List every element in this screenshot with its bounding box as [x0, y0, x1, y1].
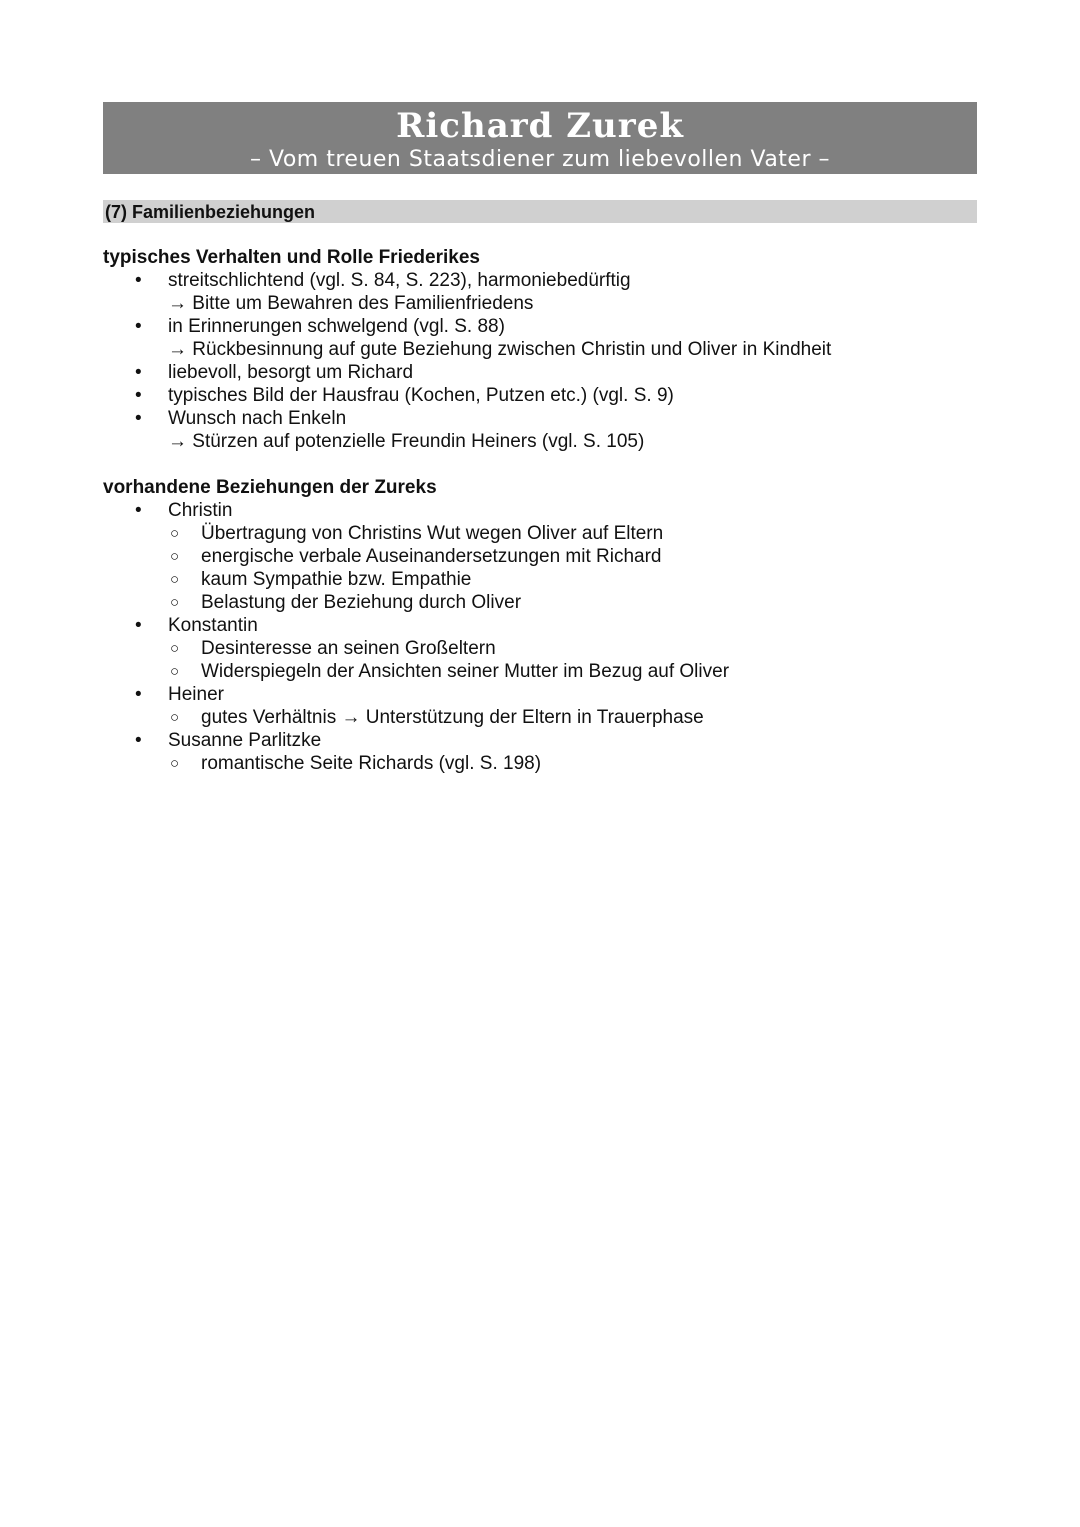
- sub-list-item: [103, 637, 977, 660]
- bullet-icon: •: [135, 385, 142, 406]
- section-heading-bar: [103, 200, 977, 223]
- circle-bullet-icon: ○: [170, 640, 180, 657]
- list-item-text: in Erinnerungen schwelgend (vgl. S. 88): [168, 316, 505, 337]
- list-item: [103, 361, 977, 384]
- circle-bullet-icon: ○: [170, 525, 180, 542]
- person-item-christin: [103, 499, 977, 522]
- person-item-konstantin: [103, 614, 977, 637]
- list-item: [103, 384, 977, 407]
- list-item: [103, 269, 977, 315]
- person-name: Susanne Parlitzke: [168, 730, 322, 751]
- list-item-text: streitschlichtend (vgl. S. 84, S. 223), harmoniebedürftig: [168, 270, 631, 291]
- sub-list-item-text: Belastung der Beziehung durch Oliver: [201, 592, 522, 613]
- sub-list-item: [103, 522, 977, 545]
- document-title: Richard Zurek: [396, 106, 684, 146]
- sub-list-item: [103, 706, 977, 729]
- friederike-heading: typisches Verhalten und Rolle Friederikes: [103, 247, 480, 268]
- sub-list-item-text: Widerspiegeln der Ansichten seiner Mutter im Bezug auf Oliver: [201, 661, 730, 682]
- sub-list-item-text: romantische Seite Richards (vgl. S. 198): [201, 753, 542, 774]
- person-name: Heiner: [168, 684, 224, 705]
- sub-list-item-text: gutes Verhältnis → Unterstützung der Eltern in Trauerphase: [201, 707, 704, 728]
- list-item: [103, 315, 977, 361]
- circle-bullet-icon: ○: [170, 755, 180, 772]
- bullet-icon: •: [135, 362, 142, 383]
- title-banner: [103, 102, 977, 174]
- list-item-text: Wunsch nach Enkeln: [168, 408, 347, 429]
- person-name: Christin: [168, 500, 233, 521]
- circle-bullet-icon: ○: [170, 594, 180, 611]
- sub-list-item-text: energische verbale Auseinandersetzungen mit Richard: [201, 546, 662, 567]
- circle-bullet-icon: ○: [170, 571, 180, 588]
- person-item-susanne: [103, 729, 977, 752]
- sub-list-item: [103, 545, 977, 568]
- list-item-conclusion: → Stürzen auf potenzielle Freundin Heiners (vgl. S. 105): [168, 431, 645, 452]
- bullet-icon: •: [135, 730, 142, 751]
- circle-bullet-icon: ○: [170, 663, 180, 680]
- person-item-heiner: [103, 683, 977, 706]
- person-name: Konstantin: [168, 615, 258, 636]
- sub-list-item-text: kaum Sympathie bzw. Empathie: [201, 569, 472, 590]
- sub-list-item: [103, 660, 977, 683]
- list-item-conclusion: → Bitte um Bewahren des Familienfriedens: [168, 293, 534, 314]
- sub-list-item-text: Übertragung von Christins Wut wegen Oliver auf Eltern: [201, 523, 664, 544]
- sub-list-item-text: Desinteresse an seinen Großeltern: [201, 638, 496, 659]
- section-title: (7) Familienbeziehungen: [105, 202, 316, 222]
- bullet-icon: •: [135, 270, 142, 291]
- list-item-text: liebevoll, besorgt um Richard: [168, 362, 414, 383]
- bullet-icon: •: [135, 684, 142, 705]
- bullet-icon: •: [135, 408, 142, 429]
- document-body: [103, 246, 977, 775]
- sub-list-item: [103, 752, 977, 775]
- sub-list-item: [103, 568, 977, 591]
- list-item-text: typisches Bild der Hausfrau (Kochen, Putzen etc.) (vgl. S. 9): [168, 385, 674, 406]
- circle-bullet-icon: ○: [170, 548, 180, 565]
- bullet-icon: •: [135, 500, 142, 521]
- circle-bullet-icon: ○: [170, 709, 180, 726]
- beziehungen-heading: vorhandene Beziehungen der Zureks: [103, 477, 437, 498]
- bullet-icon: •: [135, 615, 142, 636]
- spacer: [103, 453, 977, 476]
- list-item: [103, 407, 977, 453]
- document-subtitle: – Vom treuen Staatsdiener zum liebevollen Vater –: [250, 147, 830, 172]
- sub-list-item: [103, 591, 977, 614]
- bullet-icon: •: [135, 316, 142, 337]
- list-item-conclusion: → Rückbesinnung auf gute Beziehung zwischen Christin und Oliver in Kindheit: [168, 339, 832, 360]
